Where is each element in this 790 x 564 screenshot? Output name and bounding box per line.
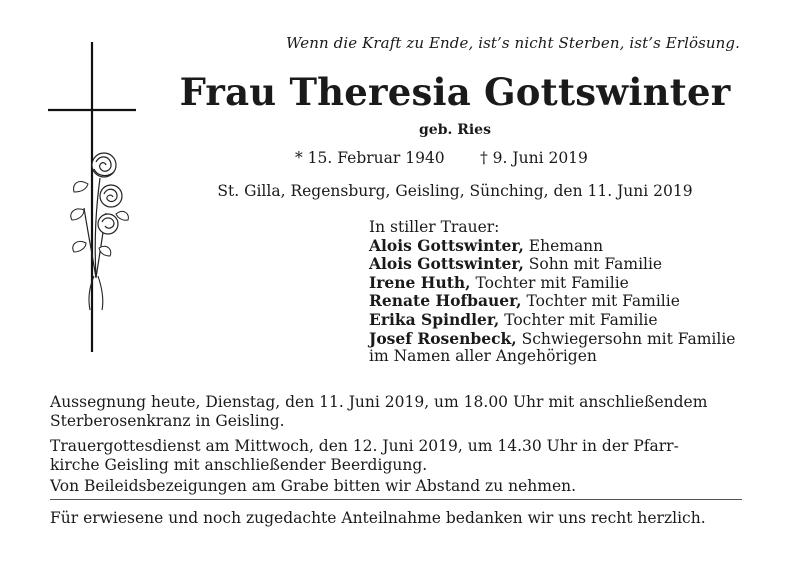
deceased-name: Frau Theresia Gottswinter [179,70,731,114]
blessing-notice [50,393,742,430]
mourner-name: Josef Rosenbeck, [369,328,517,348]
birth-date: * 15. Februar 1940 [295,149,445,167]
mourner-name: Irene Huth, [369,272,471,292]
funeral-line: Trauergottesdienst am Mittwoch, den 12. Juni 2019, um 14.30 Uhr in der Pfarr- [50,437,679,455]
mourner-row [369,255,769,274]
mourner-row [369,330,769,349]
mourner-row [369,274,769,293]
blessing-line: Aussegnung heute, Dienstag, den 11. Juni 2019, um 18.00 Uhr mit anschließendem [50,393,708,411]
mourner-relation: Tochter mit Familie [470,273,629,292]
motto: Wenn die Kraft zu Ende, ist’s nicht Sterben, ist’s Erlösung. [285,34,740,52]
mourners-intro: In stiller Trauer: [369,218,500,236]
mourner-name: Alois Gottswinter, [369,235,524,255]
mourner-name: Renate Hofbauer, [369,291,522,311]
maiden-name: geb. Ries [419,122,491,138]
mourner-name: Alois Gottswinter, [369,254,524,274]
mourner-name: Erika Spindler, [369,309,500,329]
funeral-service-notice [50,437,742,474]
mourners-closing: im Namen aller Angehörigen [369,347,597,366]
mourners-block [369,219,769,366]
mourner-relation: Tochter mit Familie [521,292,680,311]
divider-line [50,499,742,500]
places-and-date: St. Gilla, Regensburg, Geisling, Sünching, den 11. Juni 2019 [217,182,693,200]
mourner-relation: Sohn mit Familie [523,255,663,274]
mourner-relation: Schwiegersohn mit Familie [516,329,736,348]
mourner-row [369,237,769,256]
condolence-notice: Von Beileidsbezeigungen am Grabe bitten wir Abstand zu nehmen. [50,477,577,495]
cross-with-roses-icon [44,38,144,354]
thanks-notice: Für erwiesene und noch zugedachte Anteilnahme bedanken wir uns recht herzlich. [50,509,706,527]
funeral-line: kirche Geisling mit anschließender Beerdigung. [50,455,428,474]
death-date: † 9. Juni 2019 [480,149,588,167]
mourner-relation: Ehemann [523,236,604,255]
mourner-row [369,311,769,330]
blessing-line: Sterberosenkranz in Geisling. [50,411,285,430]
mourner-row [369,292,769,311]
mourner-relation: Tochter mit Familie [499,310,658,329]
